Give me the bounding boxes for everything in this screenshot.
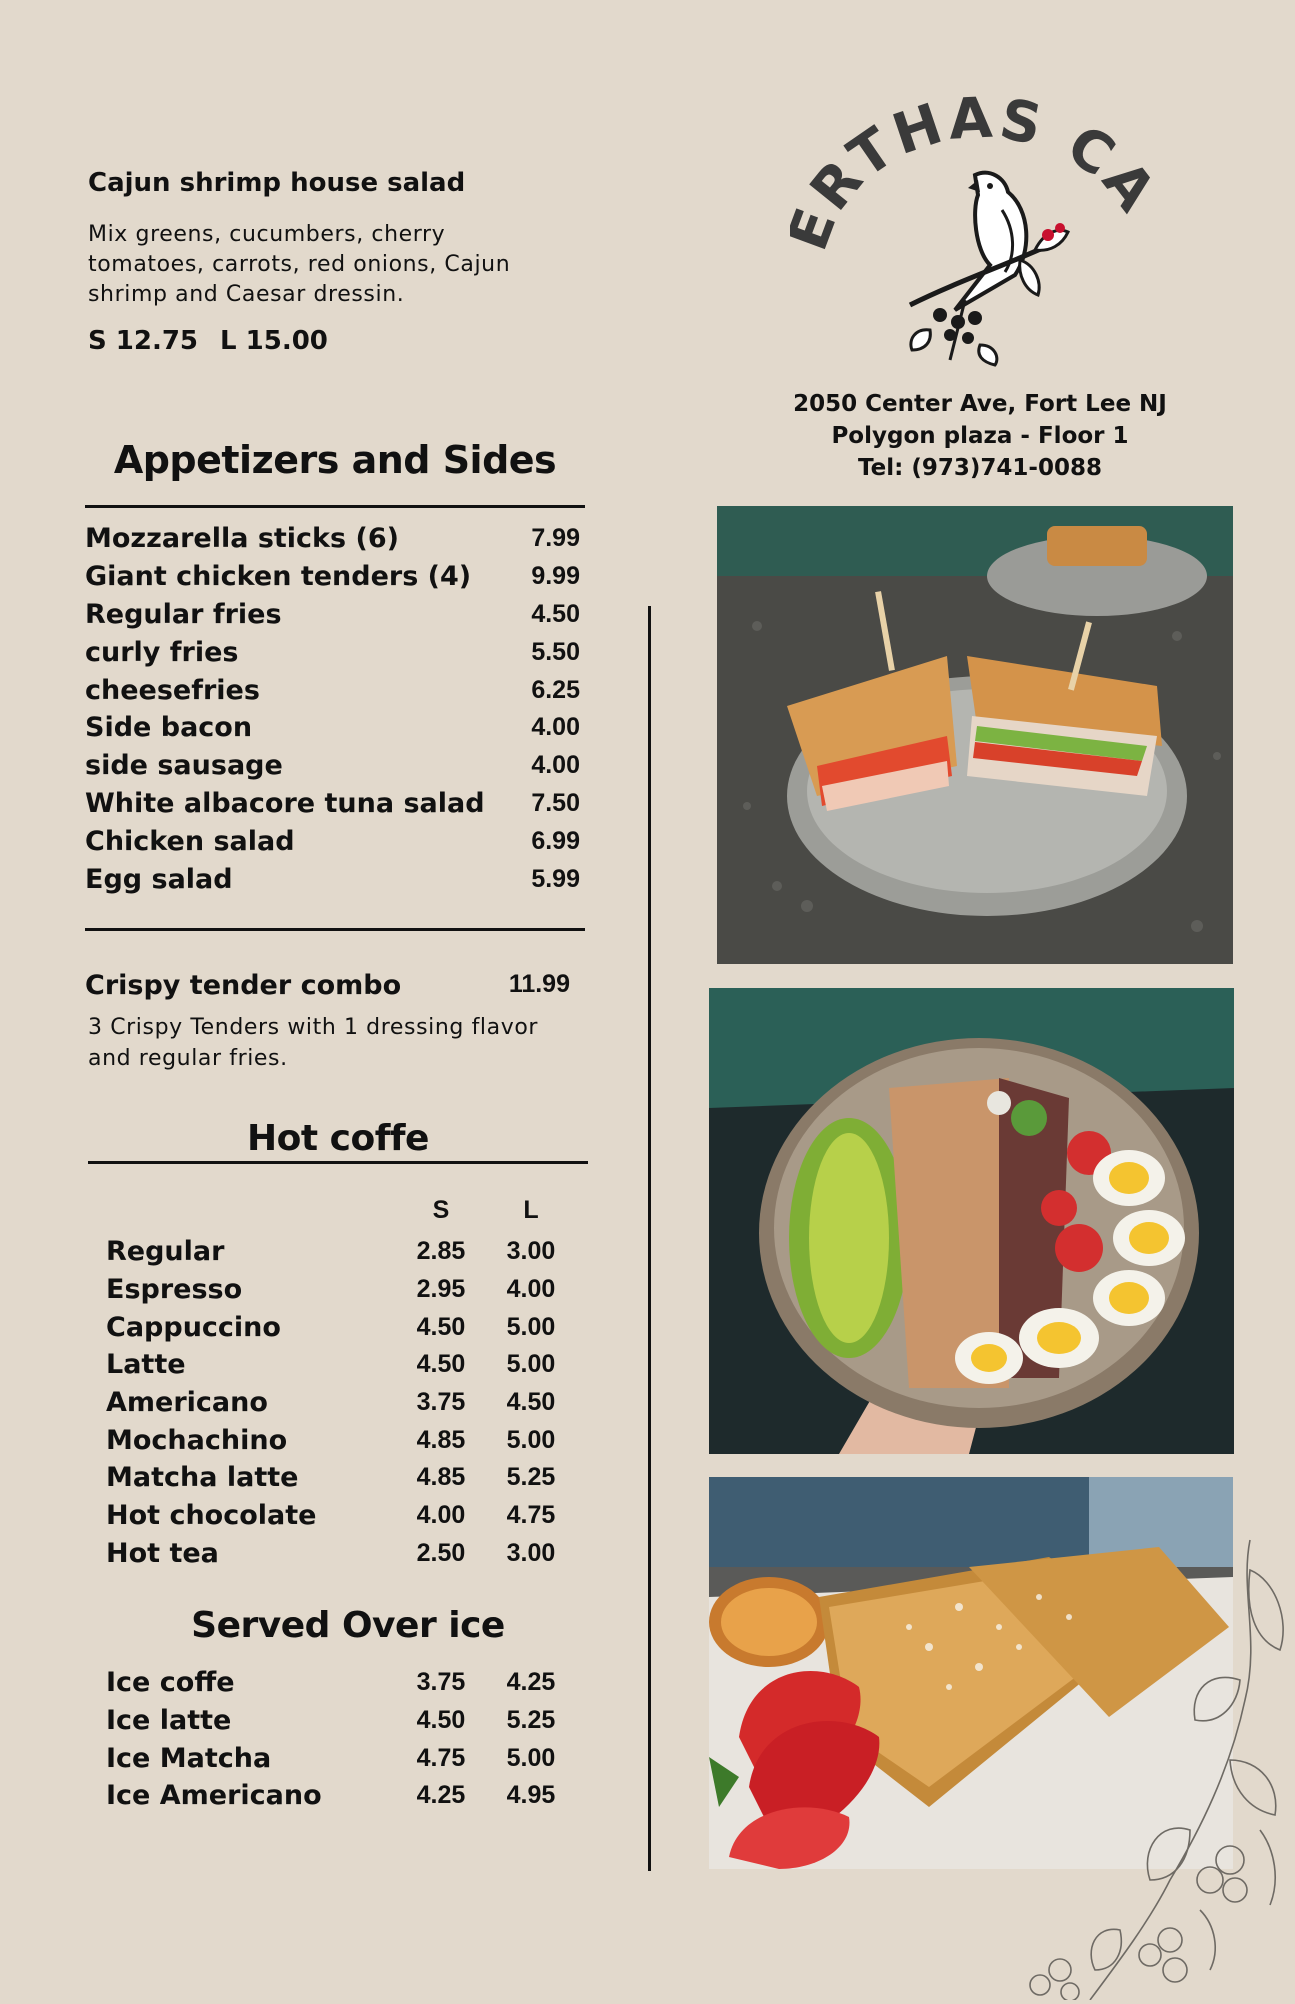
svg-text:BERTHAS CAFE: RTHAS CA bbox=[798, 85, 1170, 227]
item-price: 6.25 bbox=[531, 675, 580, 704]
list-item bbox=[106, 1702, 586, 1740]
list-item bbox=[85, 596, 580, 634]
list-item bbox=[106, 1308, 586, 1346]
item-price-small: 4.85 bbox=[416, 1425, 466, 1454]
price-small: S 12.75 bbox=[88, 326, 199, 356]
item-name: Hot tea bbox=[106, 1537, 219, 1569]
featured-item-prices bbox=[88, 326, 350, 356]
item-name: Americano bbox=[106, 1387, 268, 1419]
phone-number: Tel: (973)741-0088 bbox=[858, 455, 1102, 481]
contact-info bbox=[740, 388, 1220, 484]
list-item bbox=[85, 747, 580, 785]
list-item bbox=[85, 860, 580, 898]
item-name: side sausage bbox=[85, 750, 283, 782]
item-price-large: 4.75 bbox=[506, 1501, 556, 1530]
item-name: Regular bbox=[106, 1236, 225, 1268]
item-price-large: 5.25 bbox=[506, 1463, 556, 1492]
item-price-large: 5.00 bbox=[506, 1350, 556, 1379]
list-item bbox=[106, 1664, 586, 1702]
item-name: Egg salad bbox=[85, 863, 233, 895]
item-price: 4.00 bbox=[531, 751, 580, 780]
featured-item-description: Mix greens, cucumbers, cherry tomatoes, carrots, red onions, Cajun shrimp and Caesar dressin. bbox=[88, 222, 511, 307]
item-price-large: 5.00 bbox=[506, 1743, 556, 1772]
item-price-large: 3.00 bbox=[506, 1237, 556, 1266]
item-name: Ice Matcha bbox=[106, 1742, 272, 1774]
item-name: White albacore tuna salad bbox=[85, 787, 485, 819]
item-price-large: 4.00 bbox=[506, 1275, 556, 1304]
brand-logo bbox=[790, 60, 1180, 380]
list-item bbox=[85, 558, 580, 596]
cobb-salad-photo bbox=[709, 988, 1234, 1454]
item-name: Mochachino bbox=[106, 1424, 288, 1456]
item-price-small: 4.00 bbox=[416, 1501, 466, 1530]
item-name: Chicken salad bbox=[85, 825, 295, 857]
size-large-label: L bbox=[523, 1196, 539, 1225]
item-price-large: 4.50 bbox=[506, 1388, 556, 1417]
list-item bbox=[106, 1497, 586, 1535]
item-price-small: 4.75 bbox=[416, 1743, 466, 1772]
item-price-large: 3.00 bbox=[506, 1538, 556, 1567]
item-price-small: 4.50 bbox=[416, 1706, 466, 1735]
item-name: Ice latte bbox=[106, 1705, 232, 1737]
appetizers-list bbox=[85, 520, 580, 898]
list-item bbox=[85, 709, 580, 747]
club-sandwich-photo bbox=[717, 506, 1233, 964]
item-name: Ice Americano bbox=[106, 1780, 322, 1812]
hot-coffee-list bbox=[106, 1233, 586, 1572]
item-price-small: 3.75 bbox=[416, 1388, 466, 1417]
item-name: Cappuccino bbox=[106, 1311, 281, 1343]
address-line-1: 2050 Center Ave, Fort Lee NJ bbox=[793, 391, 1167, 417]
item-name: Giant chicken tenders (4) bbox=[85, 561, 472, 593]
item-price-small: 2.95 bbox=[416, 1275, 466, 1304]
size-small-label: S bbox=[432, 1196, 450, 1225]
list-item bbox=[106, 1233, 586, 1271]
item-name: curly fries bbox=[85, 636, 239, 668]
divider bbox=[88, 1161, 588, 1164]
item-name: Hot chocolate bbox=[106, 1500, 317, 1532]
price-large: L 15.00 bbox=[220, 326, 328, 356]
iced-list bbox=[106, 1664, 586, 1815]
address-line-2: Polygon plaza - Floor 1 bbox=[831, 423, 1129, 449]
item-price-small: 4.50 bbox=[416, 1312, 466, 1341]
combo-item bbox=[85, 970, 580, 1001]
hot-coffee-heading: Hot coffe bbox=[247, 1118, 429, 1159]
item-name: Latte bbox=[106, 1349, 186, 1381]
item-price-small: 2.85 bbox=[416, 1237, 466, 1266]
item-price-large: 5.00 bbox=[506, 1312, 556, 1341]
item-price: 7.99 bbox=[531, 524, 580, 553]
item-price: 9.99 bbox=[531, 562, 580, 591]
item-name: Ice coffe bbox=[106, 1667, 235, 1699]
size-header-row bbox=[106, 1192, 586, 1232]
combo-name: Crispy tender combo bbox=[85, 970, 402, 1001]
combo-price: 11.99 bbox=[508, 970, 570, 998]
list-item bbox=[85, 520, 580, 558]
iced-heading: Served Over ice bbox=[191, 1605, 505, 1646]
item-price: 5.50 bbox=[531, 637, 580, 666]
list-item bbox=[85, 633, 580, 671]
appetizers-heading: Appetizers and Sides bbox=[113, 438, 557, 482]
list-item bbox=[106, 1271, 586, 1309]
list-item bbox=[106, 1739, 586, 1777]
list-item bbox=[106, 1535, 586, 1573]
item-price: 4.00 bbox=[531, 713, 580, 742]
list-item bbox=[106, 1346, 586, 1384]
item-price: 6.99 bbox=[531, 826, 580, 855]
item-price-large: 4.95 bbox=[506, 1781, 556, 1810]
list-item bbox=[106, 1384, 586, 1422]
list-item bbox=[106, 1421, 586, 1459]
item-name: Mozzarella sticks (6) bbox=[85, 523, 399, 555]
item-price: 7.50 bbox=[531, 788, 580, 817]
item-price-small: 2.50 bbox=[416, 1538, 466, 1567]
list-item bbox=[85, 822, 580, 860]
list-item bbox=[85, 785, 580, 823]
list-item bbox=[106, 1459, 586, 1497]
divider bbox=[85, 505, 585, 508]
item-price-large: 5.00 bbox=[506, 1425, 556, 1454]
item-price-small: 4.50 bbox=[416, 1350, 466, 1379]
item-name: Espresso bbox=[106, 1274, 243, 1306]
item-name: Side bacon bbox=[85, 712, 253, 744]
item-name: Regular fries bbox=[85, 598, 282, 630]
item-price-large: 5.25 bbox=[506, 1706, 556, 1735]
featured-item-title: Cajun shrimp house salad bbox=[88, 168, 466, 198]
item-name: cheesefries bbox=[85, 674, 260, 706]
item-price-small: 4.25 bbox=[416, 1781, 466, 1810]
item-price-small: 3.75 bbox=[416, 1668, 466, 1697]
item-price: 4.50 bbox=[531, 599, 580, 628]
combo-description: 3 Crispy Tenders with 1 dressing flavor and regular fries. bbox=[88, 1015, 539, 1071]
botanical-decoration bbox=[1000, 1530, 1295, 2000]
vertical-divider bbox=[648, 606, 651, 1871]
list-item bbox=[85, 671, 580, 709]
list-item bbox=[106, 1777, 586, 1815]
item-price: 5.99 bbox=[531, 864, 580, 893]
divider bbox=[85, 928, 585, 931]
item-name: Matcha latte bbox=[106, 1462, 299, 1494]
item-price-large: 4.25 bbox=[506, 1668, 556, 1697]
item-price-small: 4.85 bbox=[416, 1463, 466, 1492]
